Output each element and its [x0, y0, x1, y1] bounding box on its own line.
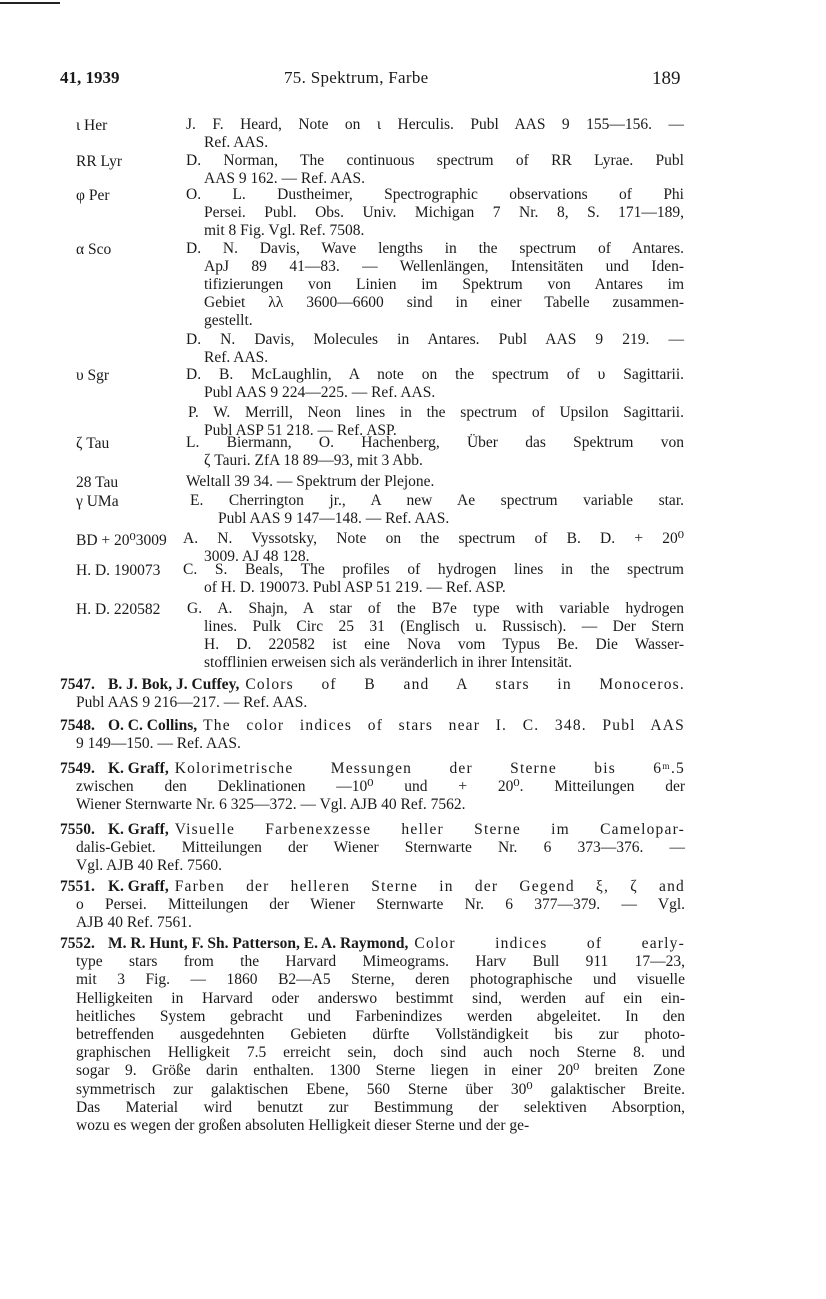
- reference-line: mit 3 Fig. — 1860 B2—A5 Sterne, deren photographische und visuelle: [76, 971, 685, 989]
- star-designation: 28 Tau: [76, 474, 119, 491]
- entry-line: tifizierungen von Linien im Spektrum von Antares im: [204, 276, 684, 293]
- header-volume: 41, 1939: [60, 68, 120, 87]
- reference-line: sogar 9. Größe darin enthalten. 1300 Sterne liegen in einer 20⁰ breiten Zone: [76, 1062, 685, 1080]
- star-designation: ι Her: [76, 117, 108, 134]
- entry-line: G. A. Shajn, A star of the B7e type with variable hydrogen: [187, 600, 684, 617]
- entry-line: lines. Pulk Circ 25 31 (Englisch u. Russisch). — Der Stern: [204, 618, 684, 635]
- reference-line: 9 149—150. — Ref. AAS.: [76, 735, 241, 753]
- entry-line: A. N. Vyssotsky, Note on the spectrum of B. D. + 20⁰: [183, 530, 684, 547]
- entry-line: J. F. Heard, Note on ι Herculis. Publ AAS 9 155—156. —: [186, 116, 684, 133]
- reference-line: wozu es wegen der großen absoluten Helligkeit dieser Sterne und der ge-: [76, 1117, 530, 1134]
- star-designation: α Sco: [76, 241, 112, 258]
- reference-line: Das Material wird benutzt zur Bestimmung der selektiven Absorption,: [76, 1098, 685, 1116]
- star-designation: BD + 20⁰3009: [76, 532, 167, 549]
- star-designation: H. D. 190073: [76, 562, 161, 579]
- reference-number: 7548.: [60, 717, 95, 734]
- reference-number: 7550.: [60, 821, 95, 838]
- entry-line: 3009. AJ 48 128.: [204, 548, 310, 565]
- reference-line: Publ AAS 9 216—217. — Ref. AAS.: [76, 694, 308, 712]
- entry-line: E. Cherrington jr., A new Ae spectrum variable star.: [190, 492, 684, 509]
- reference-line: Wiener Sternwarte Nr. 6 325—372. — Vgl. AJB 40 Ref. 7562.: [76, 796, 466, 814]
- reference-line: Helligkeiten in Harvard oder anderswo bestimmt sind, werden auf ein ein-: [76, 989, 685, 1007]
- entry-line: Weltall 39 34. — Spektrum der Plejone.: [186, 473, 435, 490]
- reference-line: betreffenden ausgedehnten Gebieten dürfte Vollständigkeit bis zur photo-: [76, 1026, 685, 1043]
- entry-line: Ref. AAS.: [204, 134, 269, 151]
- entry-line: D. Norman, The continuous spectrum of RR Lyrae. Publ: [186, 152, 684, 169]
- page-number: 189: [652, 68, 681, 89]
- reference-line: Kolorimetrische Messungen der Sterne bis 6ᵐ.5: [174, 760, 685, 777]
- reference-authors: K. Graff,: [108, 821, 169, 838]
- reference-authors: M. R. Hunt, F. Sh. Patterson, E. A. Raymond,: [108, 935, 409, 952]
- entry-line: ζ Tauri. ZfA 18 89—93, mit 3 Abb.: [204, 452, 423, 469]
- reference-authors: O. C. Collins,: [108, 717, 198, 734]
- reference-line: graphischen Helligkeit 7.5 erreicht sein, doch sind auch noch Sterne 8. und: [76, 1044, 685, 1062]
- entry-line: gestellt.: [204, 312, 253, 329]
- entry-line: L. Biermann, O. Hachenberg, Über das Spektrum von: [186, 434, 684, 451]
- reference-authors: K. Graff,: [108, 878, 169, 895]
- star-designation: RR Lyr: [76, 153, 123, 170]
- reference-line: The color indices of stars near I. C. 348. Publ AAS: [203, 717, 685, 734]
- reference-authors: B. J. Bok, J. Cuffey,: [108, 676, 240, 693]
- reference-number: 7551.: [60, 878, 95, 895]
- entry-line: O. L. Dustheimer, Spectrographic observations of Phi: [186, 186, 684, 203]
- reference-number: 7552.: [60, 935, 95, 952]
- top-rule: [0, 2, 60, 4]
- reference-line: ο Persei. Mitteilungen der Wiener Sternwarte Nr. 6 377—379. — Vgl.: [76, 896, 685, 914]
- entry-line: mit 8 Fig. Vgl. Ref. 7508.: [204, 222, 365, 239]
- entry-line: stofflinien erweisen sich als veränderlich in ihrer Intensität.: [204, 654, 573, 671]
- entry-line: Publ AAS 9 147—148. — Ref. AAS.: [218, 510, 450, 527]
- entry-line: ApJ 89 41—83. — Wellenlängen, Intensitäten und Iden-: [204, 258, 684, 275]
- entry-line: D. N. Davis, Wave lengths in the spectrum of Antares.: [186, 240, 684, 257]
- entry-line: of H. D. 190073. Publ ASP 51 219. — Ref. ASP.: [204, 579, 506, 596]
- entry-line: D. B. McLaughlin, A note on the spectrum of υ Sagittarii.: [186, 366, 684, 383]
- entry-line: Persei. Publ. Obs. Univ. Michigan 7 Nr. 8, S. 171—189,: [204, 204, 684, 221]
- entry-line: Publ AAS 9 224—225. — Ref. AAS.: [204, 384, 436, 401]
- reference-line: heitliches System gebracht und Farbenindizes werden abgeleitet. In den: [76, 1007, 685, 1025]
- entry-line: Gebiet λλ 3600—6600 sind in einer Tabelle zusammen-: [204, 294, 684, 311]
- entry-line: Publ ASP 51 218. — Ref. ASP.: [204, 422, 397, 439]
- reference-line: type stars from the Harvard Mimeograms. Harv Bull 911 17—23,: [76, 953, 685, 971]
- reference-line: Color indices of early-: [414, 935, 685, 952]
- entry-line: H. D. 220582 ist eine Nova vom Typus Be. Die Wasser-: [204, 636, 684, 653]
- entry-line: AAS 9 162. — Ref. AAS.: [204, 170, 366, 187]
- entry-line: D. N. Davis, Molecules in Antares. Publ AAS 9 219. —: [186, 331, 684, 348]
- star-designation: H. D. 220582: [76, 601, 161, 618]
- reference-line: Colors of B and A stars in Monoceros.: [245, 676, 685, 693]
- star-designation: υ Sgr: [76, 367, 110, 384]
- reference-line: Farben der helleren Sterne in der Gegend ξ, ζ and: [174, 878, 685, 895]
- entry-line: Ref. AAS.: [204, 349, 269, 366]
- entry-line: P. W. Merrill, Neon lines in the spectrum of Upsilon Sagittarii.: [188, 404, 684, 421]
- reference-number: 7547.: [60, 676, 95, 693]
- reference-number: 7549.: [60, 760, 95, 777]
- reference-line: symmetrisch zur galaktischen Ebene, 560 Sterne über 30⁰ galaktischer Breite.: [76, 1080, 685, 1098]
- header-section-title: 75. Spektrum, Farbe: [284, 68, 429, 87]
- reference-line: Vgl. AJB 40 Ref. 7560.: [76, 857, 222, 875]
- reference-line: dalis-Gebiet. Mitteilungen der Wiener Sternwarte Nr. 6 373—376. —: [76, 839, 685, 857]
- reference-authors: K. Graff,: [108, 760, 169, 777]
- entry-line: C. S. Beals, The profiles of hydrogen lines in the spectrum: [183, 561, 684, 578]
- reference-line: zwischen den Deklinationen —10⁰ und + 20⁰. Mitteilungen der: [76, 778, 685, 796]
- reference-line: AJB 40 Ref. 7561.: [76, 914, 192, 932]
- star-designation: φ Per: [76, 187, 110, 204]
- star-designation: γ UMa: [76, 493, 119, 510]
- reference-line: Visuelle Farbenexzesse heller Sterne im Camelopar-: [174, 821, 685, 838]
- star-designation: ζ Tau: [76, 435, 110, 452]
